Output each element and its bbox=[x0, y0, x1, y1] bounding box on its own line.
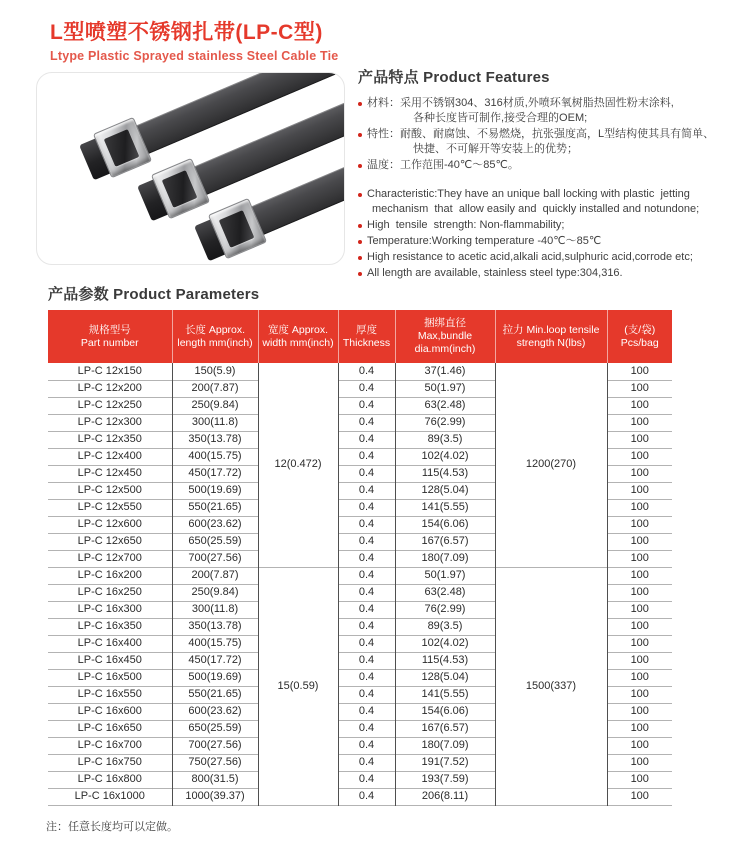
table-head bbox=[48, 310, 672, 363]
cell-pcs-per-bag: 100 bbox=[607, 754, 672, 771]
cell-part-number: LP-C 16x500 bbox=[48, 669, 172, 686]
cell-thickness: 0.4 bbox=[338, 499, 395, 516]
cell-bundle-diameter: 102(4.02) bbox=[395, 448, 495, 465]
feature-item bbox=[358, 234, 730, 249]
cell-bundle-diameter: 115(4.53) bbox=[395, 652, 495, 669]
cell-length: 500(19.69) bbox=[172, 669, 258, 686]
page-header bbox=[50, 16, 338, 63]
cell-part-number: LP-C 12x250 bbox=[48, 397, 172, 414]
cell-length: 600(23.62) bbox=[172, 516, 258, 533]
cell-width-merged: 12(0.472) bbox=[258, 363, 338, 567]
cell-thickness: 0.4 bbox=[338, 601, 395, 618]
column-header bbox=[338, 310, 395, 363]
cell-pcs-per-bag: 100 bbox=[607, 431, 672, 448]
product-features-section bbox=[358, 66, 730, 282]
cell-bundle-diameter: 37(1.46) bbox=[395, 363, 495, 380]
cell-pcs-per-bag: 100 bbox=[607, 397, 672, 414]
cell-part-number: LP-C 12x450 bbox=[48, 465, 172, 482]
cell-part-number: LP-C 12x700 bbox=[48, 550, 172, 567]
column-header-line1: 拉力 Min.loop tensile bbox=[502, 323, 600, 336]
feature-item bbox=[358, 250, 730, 265]
cell-length: 400(15.75) bbox=[172, 635, 258, 652]
cell-pcs-per-bag: 100 bbox=[607, 448, 672, 465]
cell-length: 250(9.84) bbox=[172, 584, 258, 601]
cell-bundle-diameter: 102(4.02) bbox=[395, 635, 495, 652]
column-header bbox=[172, 310, 258, 363]
cell-length: 400(15.75) bbox=[172, 448, 258, 465]
cell-length: 300(11.8) bbox=[172, 601, 258, 618]
cell-thickness: 0.4 bbox=[338, 771, 395, 788]
cell-part-number: LP-C 12x300 bbox=[48, 414, 172, 431]
cell-bundle-diameter: 50(1.97) bbox=[395, 567, 495, 584]
cell-pcs-per-bag: 100 bbox=[607, 567, 672, 584]
cell-length: 200(7.87) bbox=[172, 380, 258, 397]
feature-line: Characteristic:They have an unique ball locking with plastic jetting bbox=[367, 188, 690, 200]
cell-bundle-diameter: 76(2.99) bbox=[395, 601, 495, 618]
cell-length: 600(23.62) bbox=[172, 703, 258, 720]
cell-length: 300(11.8) bbox=[172, 414, 258, 431]
cell-bundle-diameter: 128(5.04) bbox=[395, 669, 495, 686]
cell-pcs-per-bag: 100 bbox=[607, 720, 672, 737]
column-header-line2: length mm(inch) bbox=[177, 336, 253, 349]
column-header-line1: 长度 Approx. bbox=[184, 323, 246, 336]
page-title-cn: L型喷塑不锈钢扎带(LP-C型) bbox=[50, 21, 323, 44]
column-header bbox=[607, 310, 672, 363]
cell-bundle-diameter: 167(6.57) bbox=[395, 533, 495, 550]
cell-length: 150(5.9) bbox=[172, 363, 258, 380]
cell-length: 250(9.84) bbox=[172, 397, 258, 414]
cell-part-number: LP-C 16x300 bbox=[48, 601, 172, 618]
cell-thickness: 0.4 bbox=[338, 686, 395, 703]
cell-length: 700(27.56) bbox=[172, 737, 258, 754]
cell-part-number: LP-C 12x600 bbox=[48, 516, 172, 533]
column-header bbox=[48, 310, 172, 363]
cell-bundle-diameter: 191(7.52) bbox=[395, 754, 495, 771]
cell-thickness: 0.4 bbox=[338, 482, 395, 499]
cell-part-number: LP-C 12x150 bbox=[77, 364, 142, 377]
cell-part-number: LP-C 16x350 bbox=[48, 618, 172, 635]
cell-part-number: LP-C 16x250 bbox=[48, 584, 172, 601]
column-header-line2: width mm(inch) bbox=[262, 336, 334, 349]
column-header-line1: 厚度 bbox=[356, 323, 377, 336]
cell-thickness: 0.4 bbox=[338, 533, 395, 550]
cell-thickness: 0.4 bbox=[338, 397, 395, 414]
page-title-en: Ltype Plastic Sprayed stainless Steel Cable Tie bbox=[50, 49, 339, 63]
cell-length: 800(31.5) bbox=[172, 771, 258, 788]
cell-part-number: LP-C 12x400 bbox=[48, 448, 172, 465]
column-header-line2: Pcs/bag bbox=[620, 336, 659, 349]
cell-length: 650(25.59) bbox=[172, 720, 258, 737]
cell-thickness: 0.4 bbox=[338, 618, 395, 635]
cell-part-number: LP-C 16x400 bbox=[48, 635, 172, 652]
cell-thickness: 0.4 bbox=[338, 737, 395, 754]
cell-pcs-per-bag: 100 bbox=[607, 703, 672, 720]
cell-part-number: LP-C 16x1000 bbox=[48, 788, 172, 805]
cell-bundle-diameter: 193(7.59) bbox=[395, 771, 495, 788]
cell-thickness: 0.4 bbox=[338, 448, 395, 465]
column-header-line2: Part number bbox=[80, 336, 139, 349]
cell-bundle-diameter: 76(2.99) bbox=[395, 414, 495, 431]
cell-pcs-per-bag: 100 bbox=[607, 652, 672, 669]
cell-pcs-per-bag: 100 bbox=[607, 482, 672, 499]
cell-pcs-per-bag: 100 bbox=[607, 771, 672, 788]
cell-width-merged: 15(0.59) bbox=[258, 567, 338, 805]
table-row bbox=[48, 363, 672, 380]
column-header-line1: (支/袋) bbox=[624, 323, 656, 336]
table-row bbox=[48, 567, 672, 584]
column-header-line2: strength N(lbs) bbox=[516, 336, 586, 349]
cell-part-number: LP-C 16x450 bbox=[48, 652, 172, 669]
feature-item bbox=[358, 127, 730, 157]
cell-length: 450(17.72) bbox=[172, 465, 258, 482]
cell-part-number: LP-C 16x800 bbox=[48, 771, 172, 788]
cell-thickness: 0.4 bbox=[338, 635, 395, 652]
cell-pcs-per-bag: 100 bbox=[607, 499, 672, 516]
column-header bbox=[495, 310, 607, 363]
feature-line: Temperature:Working temperature -40℃～85℃ bbox=[367, 235, 602, 247]
feature-line: High resistance to acetic acid,alkali acid,sulphuric acid,corrode etc; bbox=[367, 251, 693, 263]
cell-length: 550(21.65) bbox=[172, 499, 258, 516]
cell-bundle-diameter: 154(6.06) bbox=[395, 703, 495, 720]
feature-item bbox=[358, 218, 730, 233]
cell-pcs-per-bag: 100 bbox=[607, 788, 672, 805]
cell-thickness: 0.4 bbox=[338, 414, 395, 431]
header-row bbox=[48, 310, 672, 363]
cell-thickness: 0.4 bbox=[338, 584, 395, 601]
cell-thickness: 0.4 bbox=[338, 788, 395, 805]
cell-pcs-per-bag: 100 bbox=[607, 737, 672, 754]
cell-bundle-diameter: 50(1.97) bbox=[395, 380, 495, 397]
features-heading: 产品特点 Product Features bbox=[358, 69, 550, 86]
cell-thickness: 0.4 bbox=[338, 363, 395, 380]
cell-thickness: 0.4 bbox=[338, 754, 395, 771]
cell-pcs-per-bag: 100 bbox=[607, 584, 672, 601]
cell-pcs-per-bag: 100 bbox=[607, 601, 672, 618]
feature-line: 温度：工作范围-40℃～85℃。 bbox=[367, 159, 519, 171]
cell-thickness: 0.4 bbox=[338, 550, 395, 567]
cell-part-number: LP-C 16x600 bbox=[48, 703, 172, 720]
cell-bundle-diameter: 141(5.55) bbox=[395, 686, 495, 703]
cell-part-number: LP-C 12x200 bbox=[48, 380, 172, 397]
cell-bundle-diameter: 63(2.48) bbox=[395, 397, 495, 414]
column-header-line1: 规格型号 bbox=[88, 323, 131, 336]
cell-pcs-per-bag: 100 bbox=[607, 550, 672, 567]
cell-pcs-per-bag: 100 bbox=[607, 414, 672, 431]
cell-length: 500(19.69) bbox=[172, 482, 258, 499]
cell-part-number: LP-C 16x700 bbox=[48, 737, 172, 754]
feature-item bbox=[358, 96, 730, 126]
cell-length: 1000(39.37) bbox=[172, 788, 258, 805]
cell-thickness: 0.4 bbox=[338, 567, 395, 584]
cell-thickness: 0.4 bbox=[338, 669, 395, 686]
cell-pcs-per-bag: 100 bbox=[607, 363, 672, 380]
cell-pcs-per-bag: 100 bbox=[607, 635, 672, 652]
cell-length: 200(7.87) bbox=[172, 567, 258, 584]
cell-pcs-per-bag: 100 bbox=[607, 618, 672, 635]
cell-part-number: LP-C 12x500 bbox=[48, 482, 172, 499]
feature-item bbox=[358, 158, 730, 173]
feature-line: 特性：耐酸、耐腐蚀、不易燃烧，抗张强度高，L型结构使其具有简单、 bbox=[367, 128, 715, 140]
cell-part-number: LP-C 16x750 bbox=[48, 754, 172, 771]
cell-part-number: LP-C 16x200 bbox=[48, 567, 172, 584]
cell-length: 350(13.78) bbox=[172, 431, 258, 448]
parameters-heading: 产品参数 Product Parameters bbox=[48, 286, 260, 303]
cell-bundle-diameter: 180(7.09) bbox=[395, 737, 495, 754]
feature-item bbox=[358, 266, 730, 281]
cell-bundle-diameter: 63(2.48) bbox=[395, 584, 495, 601]
product-photo bbox=[36, 72, 345, 265]
cell-pcs-per-bag: 100 bbox=[607, 533, 672, 550]
column-header-line2: Thickness bbox=[342, 336, 391, 349]
cell-part-number: LP-C 12x550 bbox=[48, 499, 172, 516]
cell-bundle-diameter: 154(6.06) bbox=[395, 516, 495, 533]
cell-length: 700(27.56) bbox=[172, 550, 258, 567]
cell-pcs-per-bag: 100 bbox=[607, 465, 672, 482]
feature-line: 材料：采用不锈钢304、316材质,外喷环氧树脂热固性粉末涂料, bbox=[367, 97, 674, 109]
cell-thickness: 0.4 bbox=[338, 720, 395, 737]
cell-bundle-diameter: 206(8.11) bbox=[395, 788, 495, 805]
cell-bundle-diameter: 180(7.09) bbox=[395, 550, 495, 567]
cell-part-number: LP-C 16x650 bbox=[48, 720, 172, 737]
cell-length: 650(25.59) bbox=[172, 533, 258, 550]
cell-length: 350(13.78) bbox=[172, 618, 258, 635]
feature-item bbox=[358, 187, 730, 217]
cell-bundle-diameter: 89(3.5) bbox=[395, 431, 495, 448]
cell-bundle-diameter: 89(3.5) bbox=[395, 618, 495, 635]
column-header bbox=[395, 310, 495, 363]
column-header-line1: 宽度 Approx. bbox=[267, 323, 329, 336]
cell-thickness: 0.4 bbox=[338, 431, 395, 448]
cell-thickness: 0.4 bbox=[338, 465, 395, 482]
cell-pcs-per-bag: 100 bbox=[607, 516, 672, 533]
table-body bbox=[48, 363, 672, 805]
feature-line: 各种长度皆可制作,接受合理的OEM; bbox=[413, 112, 588, 124]
column-header-line2: dia.mm(inch) bbox=[414, 343, 476, 355]
cell-pcs-per-bag: 100 bbox=[607, 380, 672, 397]
cell-bundle-diameter: 128(5.04) bbox=[395, 482, 495, 499]
cell-thickness: 0.4 bbox=[338, 703, 395, 720]
column-header bbox=[258, 310, 338, 363]
feature-line: mechanism that allow easily and quickly installed and notundone; bbox=[372, 203, 700, 215]
cell-thickness: 0.4 bbox=[338, 380, 395, 397]
cell-bundle-diameter: 115(4.53) bbox=[395, 465, 495, 482]
feature-line: All length are available, stainless steel type:304,316. bbox=[367, 267, 623, 279]
cell-part-number: LP-C 12x350 bbox=[48, 431, 172, 448]
cell-tensile-strength-merged: 1500(337) bbox=[495, 567, 607, 805]
cell-part-number: LP-C 12x650 bbox=[48, 533, 172, 550]
cell-part-number: LP-C 16x550 bbox=[48, 686, 172, 703]
cell-pcs-per-bag: 100 bbox=[607, 686, 672, 703]
cell-pcs-per-bag: 100 bbox=[607, 669, 672, 686]
feature-list bbox=[358, 96, 730, 281]
cell-bundle-diameter: 167(6.57) bbox=[395, 720, 495, 737]
cell-bundle-diameter: 141(5.55) bbox=[395, 499, 495, 516]
parameters-table bbox=[48, 310, 672, 806]
table-note: 注：任意长度均可以定做。 bbox=[46, 821, 178, 833]
cell-tensile-strength-merged: 1200(270) bbox=[495, 363, 607, 567]
cell-thickness: 0.4 bbox=[338, 652, 395, 669]
feature-line: 快捷、不可解开等安装上的优势； bbox=[413, 143, 578, 155]
column-header-line1: 捆绑直径 Max,bundle bbox=[417, 317, 473, 342]
cell-length: 550(21.65) bbox=[172, 686, 258, 703]
cell-length: 450(17.72) bbox=[172, 652, 258, 669]
cell-length: 750(27.56) bbox=[172, 754, 258, 771]
cell-thickness: 0.4 bbox=[338, 516, 395, 533]
feature-line: High tensile strength: Non-flammability; bbox=[367, 219, 565, 231]
